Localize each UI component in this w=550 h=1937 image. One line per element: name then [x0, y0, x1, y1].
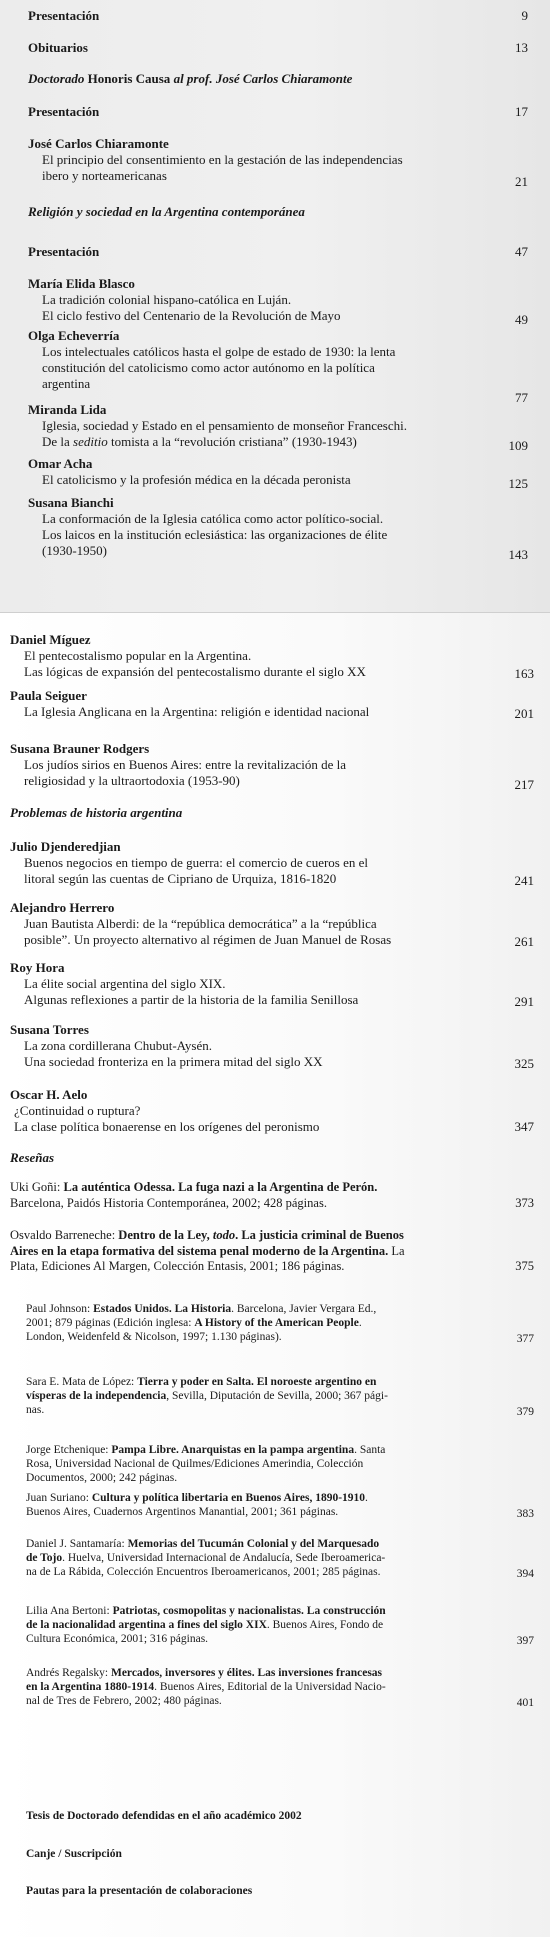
- page-number: 201: [514, 706, 534, 721]
- review-title: La auténtica Odessa. La fuga nazi a la Argentina de Perón.: [63, 1180, 378, 1194]
- review-text: nal de Tres de Febrero, 2002; 480 páginas.: [26, 1695, 222, 1707]
- review-publication: La: [388, 1243, 405, 1258]
- page-number: 217: [514, 777, 534, 792]
- page-number: 383: [516, 1508, 534, 1520]
- page-number: 401: [516, 1697, 534, 1709]
- review-entry-small[interactable]: [26, 1666, 538, 1708]
- entry-title: Presentación: [28, 104, 100, 119]
- scan-seam: [0, 612, 550, 613]
- page-number: 77: [515, 390, 528, 405]
- entry-line: Una sociedad fronteriza en la primera mitad del siglo XX: [24, 1054, 323, 1069]
- review-text: na de La Rábida, Colección Encuentros Iberoamericanos, 2001; 285 páginas.: [26, 1566, 381, 1578]
- entry-line: Juan Bautista Alberdi: de la “república democrática” a la “república: [24, 916, 377, 931]
- review-entry-small[interactable]: [26, 1491, 538, 1519]
- review-title: en la Argentina 1880-1914: [26, 1681, 155, 1693]
- toc-entry[interactable]: [10, 688, 538, 720]
- review-text: Andrés Regalsky:: [26, 1667, 111, 1679]
- entry-line: posible”. Un proyecto alternativo al régimen de Juan Manuel de Rosas: [24, 932, 392, 947]
- review-line: [26, 1375, 538, 1389]
- review-text: Juan Suriano:: [26, 1492, 92, 1504]
- page-number: 261: [514, 934, 534, 949]
- review-line: [26, 1551, 538, 1565]
- entry-line: La élite social argentina del siglo XIX.: [24, 976, 226, 991]
- page-number: 21: [515, 174, 528, 189]
- review-text: , Sevilla, Diputación de Sevilla, 2000; 367 pági-: [166, 1390, 388, 1402]
- toc-entry[interactable]: [28, 328, 538, 405]
- review-line: [26, 1680, 538, 1694]
- review-text: . Huelva, Universidad Internacional de Andalucía, Sede Iberoamerica-: [62, 1552, 386, 1564]
- page-number: 379: [516, 1406, 534, 1418]
- entry-line: Los judíos sirios en Buenos Aires: entre la revitalización de la: [24, 757, 347, 772]
- section-heading-religion: Religión y sociedad en la Argentina contemporánea: [28, 204, 305, 219]
- entry-author: Susana Bianchi: [28, 495, 114, 510]
- review-title: . La justicia criminal de Buenos: [235, 1228, 404, 1242]
- entry-author: Oscar H. Aelo: [10, 1087, 88, 1102]
- entry-line: La zona cordillerana Chubut-Aysén.: [24, 1038, 212, 1053]
- entry-line: El pentecostalismo popular en la Argentina.: [24, 648, 252, 663]
- review-author: Osvaldo Barreneche:: [10, 1228, 119, 1242]
- review-text: Daniel J. Santamaría:: [26, 1538, 128, 1550]
- review-title: de la nacionalidad argentina a fines del siglo XIX: [26, 1619, 267, 1631]
- review-publication: Barcelona, Paidós Historia Contemporánea, 2002; 428 páginas.: [10, 1195, 327, 1210]
- toc-entry[interactable]: [10, 960, 538, 1008]
- review-line: [26, 1565, 538, 1579]
- toc-entry[interactable]: [10, 741, 538, 792]
- review-title: Memorias del Tucumán Colonial y del Marquesado: [127, 1538, 380, 1550]
- entry-author: Omar Acha: [28, 456, 93, 471]
- entry-line: La tradición colonial hispano-católica en Luján.: [42, 292, 292, 307]
- review-author: Uki Goñi:: [10, 1180, 64, 1194]
- review-title: Mercados, inversores y élites. Las inversiones francesas: [110, 1667, 383, 1679]
- entry-line: Algunas reflexiones a partir de la historia de la familia Senillosa: [24, 992, 359, 1007]
- entry-line: Los laicos en la institución eclesiástica: las organizaciones de élite: [42, 527, 388, 542]
- toc-entry[interactable]: [10, 1022, 538, 1070]
- entry-author: Julio Djenderedjian: [10, 839, 121, 854]
- review-text: Cultura Económica, 2001; 316 páginas.: [26, 1633, 209, 1645]
- page-number: 17: [515, 104, 528, 119]
- review-line: [26, 1666, 538, 1680]
- toc-entry[interactable]: [10, 632, 538, 680]
- entry-line: argentina: [42, 376, 91, 391]
- heading-part: al prof. José Carlos Chiaramonte: [173, 71, 353, 86]
- review-title: A History of the American People: [194, 1317, 359, 1329]
- entry-line: constitución del catolicismo como actor autónomo en la política: [42, 360, 375, 375]
- review-line: [26, 1632, 538, 1646]
- page-number: 291: [514, 994, 534, 1009]
- page-number: 49: [515, 312, 528, 327]
- page-number: 13: [515, 40, 528, 55]
- entry-line: El catolicismo y la profesión médica en la década peronista: [42, 472, 351, 487]
- toc-entry-obituarios[interactable]: [28, 40, 538, 56]
- review-title: Tierra y poder en Salta. El noroeste argentino en: [137, 1376, 377, 1388]
- entry-line: Las lógicas de expansión del pentecostalismo durante el siglo XX: [24, 664, 366, 679]
- review-text: nas.: [26, 1404, 45, 1416]
- review-title: de Tojo: [26, 1552, 63, 1564]
- entry-line: Los intelectuales católicos hasta el golpe de estado de 1930: la lenta: [42, 344, 396, 359]
- entry-line: ibero y norteamericanas: [42, 168, 167, 183]
- review-line: [26, 1505, 538, 1519]
- entry-title: Obituarios: [28, 40, 88, 55]
- entry-line: religiosidad y la ultraortodoxia (1953-90): [24, 773, 240, 788]
- toc-entry[interactable]: [28, 402, 538, 453]
- review-text: .: [365, 1492, 368, 1504]
- review-text: Sara E. Mata de López:: [26, 1376, 138, 1388]
- review-text: . Santa: [354, 1444, 386, 1456]
- review-line: [26, 1618, 538, 1632]
- review-entry-small[interactable]: [26, 1375, 538, 1417]
- review-line: [26, 1604, 538, 1618]
- review-text: Lilia Ana Bertoni:: [26, 1605, 113, 1617]
- review-entry-small[interactable]: [26, 1537, 538, 1579]
- footer-theses[interactable]: Tesis de Doctorado defendidas en el año académico 2002: [26, 1810, 302, 1822]
- toc-entry[interactable]: [28, 276, 538, 327]
- toc-entry[interactable]: [28, 495, 538, 562]
- review-line: [26, 1443, 538, 1457]
- review-text: . Buenos Aires, Editorial de la Universidad Nacio-: [154, 1681, 386, 1693]
- entry-author: Paula Seiguer: [10, 688, 87, 703]
- toc-entry[interactable]: [28, 244, 538, 260]
- page-number: 394: [516, 1568, 534, 1580]
- review-title: todo: [212, 1228, 236, 1242]
- footer-subscription[interactable]: Canje / Suscripción: [26, 1848, 122, 1860]
- review-title: Estados Unidos. La Historia: [93, 1303, 232, 1315]
- section-heading-problemas: Problemas de historia argentina: [10, 805, 183, 820]
- review-text: . Buenos Aires, Fondo de: [266, 1619, 384, 1631]
- entry-line: Buenos negocios en tiempo de guerra: el comercio de cueros en el: [24, 855, 369, 870]
- review-line: [26, 1471, 538, 1485]
- page-number: 377: [516, 1333, 534, 1345]
- page-number: 9: [521, 8, 528, 23]
- toc-entry[interactable]: [10, 839, 538, 887]
- entry-line: litoral según las cuentas de Cipriano de Urquiza, 1816-1820: [24, 871, 337, 886]
- entry-line: El principio del consentimiento en la gestación de las independencias: [42, 152, 403, 167]
- footer-guidelines[interactable]: Pautas para la presentación de colaboraciones: [26, 1885, 253, 1897]
- review-title: Pampa Libre. Anarquistas en la pampa argentina: [111, 1444, 355, 1456]
- entry-line: La conformación de la Iglesia católica como actor político-social.: [42, 511, 384, 526]
- toc-entry[interactable]: [28, 456, 538, 491]
- page-number: 373: [515, 1196, 534, 1210]
- review-line: [26, 1330, 538, 1344]
- review-entry[interactable]: [10, 1228, 538, 1275]
- entry-author: Alejandro Herrero: [10, 900, 115, 915]
- page-number: 325: [514, 1056, 534, 1071]
- review-line: [26, 1302, 538, 1316]
- toc-entry-presentacion[interactable]: [28, 8, 538, 24]
- review-text: Rosa, Universidad Nacional de Quilmes/Ediciones Amerindia, Colección: [26, 1458, 364, 1470]
- entry-author: Susana Torres: [10, 1022, 89, 1037]
- entry-author: Olga Echeverría: [28, 328, 120, 343]
- review-entry-small[interactable]: [26, 1302, 538, 1344]
- entry-author: Miranda Lida: [28, 402, 107, 417]
- page-number: 47: [515, 244, 528, 259]
- review-title: vísperas de la independencia: [26, 1390, 167, 1402]
- section-heading-doctorado: [28, 71, 352, 87]
- review-line: [26, 1316, 538, 1330]
- entry-title: Presentación: [28, 244, 100, 259]
- review-entry[interactable]: [10, 1180, 538, 1211]
- review-line: [26, 1491, 538, 1505]
- entry-author: Roy Hora: [10, 960, 65, 975]
- page-number: 109: [508, 438, 528, 453]
- entry-author: Daniel Míguez: [10, 632, 91, 647]
- heading-part: Honoris Causa: [84, 71, 174, 86]
- entry-line: La clase política bonaerense en los orígenes del peronismo: [14, 1119, 320, 1134]
- entry-author: Susana Brauner Rodgers: [10, 741, 150, 756]
- entry-author: María Elida Blasco: [28, 276, 135, 291]
- review-text: 2001; 879 páginas (Edición inglesa:: [26, 1317, 195, 1329]
- toc-entry[interactable]: [28, 136, 538, 189]
- page-number: 241: [514, 873, 534, 888]
- review-text: Paul Johnson:: [26, 1303, 94, 1315]
- review-line: [26, 1537, 538, 1551]
- heading-part: Doctorado: [28, 71, 85, 86]
- review-line: [26, 1694, 538, 1708]
- review-text: . Barcelona, Javier Vergara Ed.,: [231, 1303, 377, 1315]
- review-title: Dentro de la Ley,: [118, 1228, 213, 1242]
- review-line: [26, 1389, 538, 1403]
- review-text: Jorge Etchenique:: [26, 1444, 112, 1456]
- review-title: Cultura y política libertaria en Buenos Aires, 1890-1910: [91, 1492, 366, 1504]
- entry-line: Iglesia, sociedad y Estado en el pensamiento de monseñor Franceschi.: [42, 418, 407, 433]
- review-text: London, Weidenfeld & Nicolson, 1997; 1.130 páginas).: [26, 1331, 282, 1343]
- review-line: [26, 1457, 538, 1471]
- entry-title: Presentación: [28, 8, 100, 23]
- toc-entry[interactable]: [28, 104, 538, 120]
- page-number: 163: [514, 666, 534, 681]
- review-line: [26, 1403, 538, 1417]
- review-entry-small[interactable]: [26, 1604, 538, 1646]
- review-title: Aires en la etapa formativa del sistema penal moderno de la Argentina.: [10, 1243, 389, 1258]
- entry-line: (1930-1950): [42, 543, 107, 558]
- review-text: Buenos Aires, Cuadernos Argentinos Manantial, 2001; 361 páginas.: [26, 1506, 339, 1518]
- review-title: Patriotas, cosmopolitas y nacionalistas. La construcción: [112, 1605, 386, 1617]
- review-publication: Plata, Ediciones Al Margen, Colección Entasis, 2001; 186 páginas.: [10, 1259, 345, 1273]
- page-number: 347: [514, 1119, 534, 1134]
- entry-line: El ciclo festivo del Centenario de la Revolución de Mayo: [42, 308, 341, 323]
- review-text: Documentos, 2000; 242 páginas.: [26, 1472, 178, 1484]
- page-number: 375: [515, 1259, 534, 1273]
- toc-entry[interactable]: [10, 1087, 538, 1135]
- toc-entry[interactable]: [10, 900, 538, 948]
- page-number: 143: [508, 547, 528, 562]
- review-entry-small[interactable]: [26, 1443, 538, 1485]
- entry-line: De la seditio tomista a la “revolución cristiana” (1930-1943): [42, 434, 357, 449]
- page-number: 125: [508, 476, 528, 491]
- entry-author: José Carlos Chiaramonte: [28, 136, 169, 151]
- entry-line: ¿Continuidad o ruptura?: [14, 1103, 141, 1118]
- review-text: .: [358, 1317, 362, 1329]
- entry-line: La Iglesia Anglicana en la Argentina: religión e identidad nacional: [24, 704, 370, 719]
- italic-term: seditio: [73, 434, 108, 449]
- section-heading-resenas: Reseñas: [10, 1150, 55, 1165]
- page-number: 397: [516, 1635, 534, 1647]
